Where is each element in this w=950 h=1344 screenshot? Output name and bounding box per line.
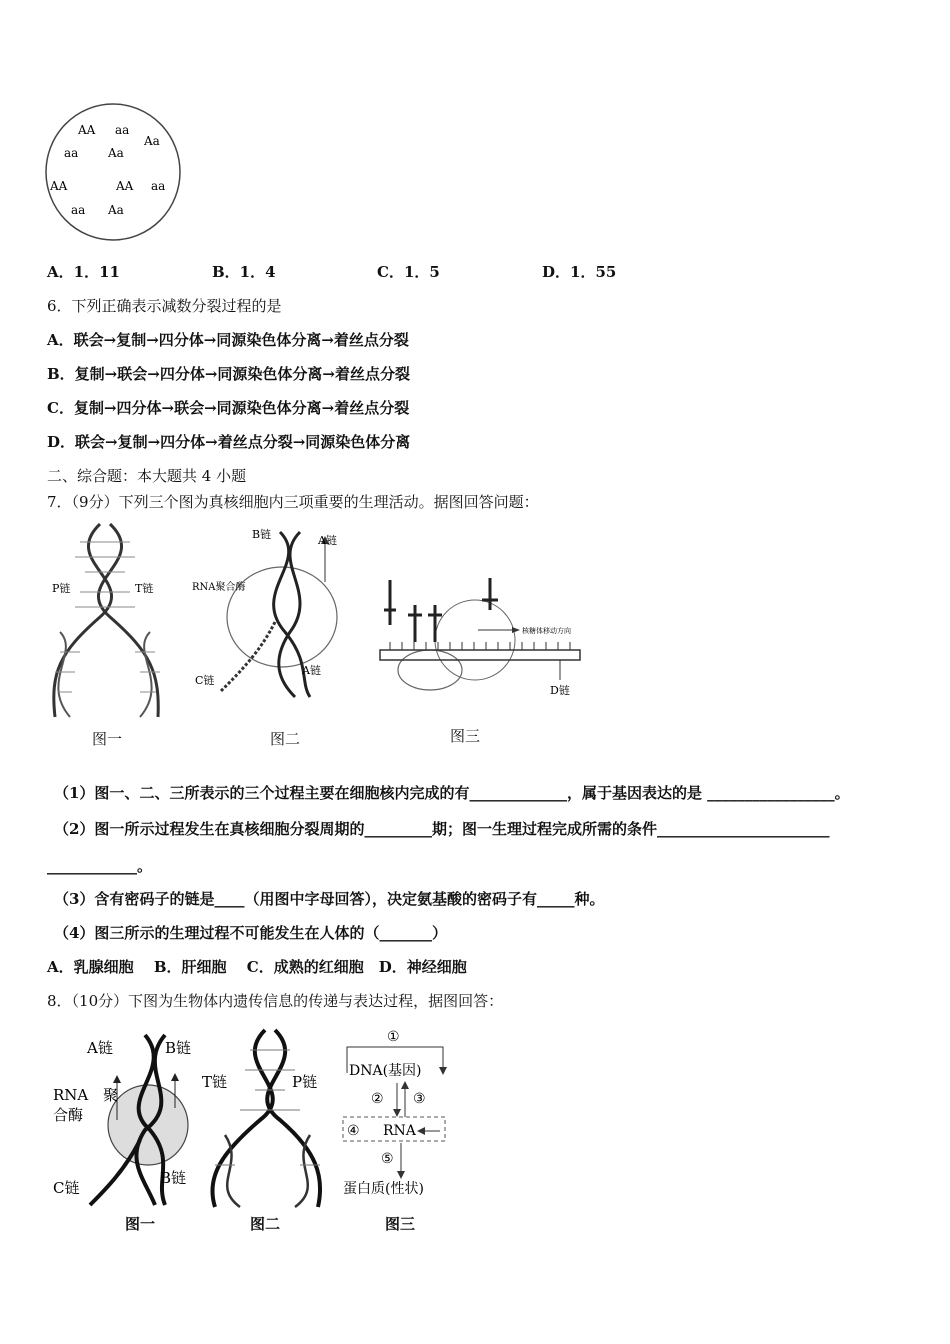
q7-stem: 7．（9分）下列三个图为真核细胞内三项重要的生理活动。据图回答问题： bbox=[47, 493, 539, 511]
q5-option-c: C．1．5 bbox=[377, 263, 440, 281]
q8-fig2-p-label: P链 bbox=[292, 1073, 318, 1091]
q8-figure2-replication bbox=[200, 1025, 335, 1210]
q8-figure1-transcription bbox=[45, 1030, 210, 1210]
fig2-a-bottom-label: A链 bbox=[302, 664, 321, 677]
q8-fig3-n1: ① bbox=[387, 1029, 400, 1045]
fig3-arrow-label: 核糖体移动方向 bbox=[522, 627, 571, 635]
q8-fig3-n4: ④ bbox=[347, 1123, 360, 1139]
q7-fig2-caption: 图二 bbox=[270, 730, 301, 748]
fig2-rna-label: RNA聚合酶 bbox=[192, 582, 246, 593]
genotype-label: AA bbox=[50, 179, 68, 193]
q6-option-a: A．联会→复制→四分体→同源染色体分离→着丝点分裂 bbox=[47, 331, 409, 349]
q8-fig1-b-bottom-label: B链 bbox=[160, 1169, 187, 1187]
q6-option-b: B．复制→联会→四分体→同源染色体分离→着丝点分裂 bbox=[47, 365, 410, 383]
q7-sub1: （1）图一、二、三所表示的三个过程主要在细胞核内完成的有_____________，属于基因表达的是 _________________。 bbox=[54, 784, 850, 802]
genotype-label: Aa bbox=[144, 134, 160, 148]
q6-stem: 6．下列正确表示减数分裂过程的是 bbox=[47, 297, 282, 315]
q8-fig1-rna-label: 合酶 bbox=[53, 1106, 84, 1124]
q8-fig3-protein: 蛋白质(性状) bbox=[343, 1181, 424, 1197]
q7-sub4: （4）图三所示的生理过程不可能发生在人体的（_______） bbox=[54, 924, 447, 942]
genotype-label: aa bbox=[64, 146, 79, 160]
q8-fig1-rna-label: 聚 bbox=[103, 1086, 119, 1104]
genotype-label: AA bbox=[78, 123, 96, 137]
q8-fig3-dna: DNA(基因) bbox=[349, 1063, 422, 1079]
genotype-circle-figure bbox=[40, 100, 190, 245]
genotype-label: aa bbox=[71, 203, 86, 217]
q8-stem: 8．（10分）下图为生物体内遗传信息的传递与表达过程，据图回答： bbox=[47, 992, 504, 1010]
q8-fig1-a-label: A链 bbox=[87, 1039, 113, 1057]
q8-fig3-rna: RNA bbox=[383, 1123, 416, 1139]
q8-fig3-n5: ⑤ bbox=[381, 1151, 394, 1167]
genotype-label: AA bbox=[116, 179, 134, 193]
q8-fig1-c-label: C链 bbox=[53, 1179, 80, 1197]
fig3-d-label: D链 bbox=[550, 684, 570, 697]
q8-fig1-b-top-label: B链 bbox=[165, 1039, 192, 1057]
fig1-p-label: P链 bbox=[52, 582, 71, 595]
q8-fig1-rna-label: RNA bbox=[53, 1086, 89, 1104]
q7-fig1-caption: 图一 bbox=[92, 730, 123, 748]
q7-sub2a: （2）图一所示过程发生在真核细胞分裂周期的_________期；图一生理过程完成所需的条件_______________________ bbox=[54, 820, 830, 838]
q6-option-c: C．复制→四分体→联会→同源染色体分离→着丝点分裂 bbox=[47, 399, 410, 417]
q5-option-d: D．1．55 bbox=[542, 263, 617, 281]
genotype-label: aa bbox=[115, 123, 130, 137]
genotype-label: aa bbox=[151, 179, 166, 193]
q6-option-d: D．联会→复制→四分体→着丝点分裂→同源染色体分离 bbox=[47, 433, 411, 451]
fig2-a-top-label: A链 bbox=[318, 534, 337, 547]
genotype-label: Aa bbox=[108, 146, 124, 160]
section-heading: 二、综合题：本大题共 4 小题 bbox=[47, 467, 247, 485]
q8-figure3-central-dogma bbox=[335, 1025, 465, 1210]
q8-fig1-caption: 图一 bbox=[125, 1215, 156, 1233]
q7-sub2b: ____________。 bbox=[47, 857, 153, 875]
q7-figure3-translation bbox=[360, 570, 590, 705]
q5-option-b: B．1．4 bbox=[212, 263, 276, 281]
q7-figure1-replication bbox=[40, 522, 180, 722]
q7-sub3: （3）含有密码子的链是____（用图中字母回答），决定氨基酸的密码子有_____种。 bbox=[54, 890, 605, 908]
fig1-t-label: T链 bbox=[135, 582, 154, 595]
q8-fig3-n3: ③ bbox=[413, 1091, 426, 1107]
fig2-b-label: B链 bbox=[252, 528, 272, 541]
q7-fig3-caption: 图三 bbox=[450, 727, 481, 745]
q8-fig3-n2: ② bbox=[371, 1091, 384, 1107]
q7-figure2-transcription bbox=[190, 522, 350, 702]
q8-fig3-caption: 图三 bbox=[385, 1215, 416, 1233]
q8-fig2-t-label: T链 bbox=[202, 1073, 228, 1091]
fig2-c-label: C链 bbox=[195, 674, 215, 687]
q8-fig2-caption: 图二 bbox=[250, 1215, 281, 1233]
q7-sub4-options: A．乳腺细胞 B．肝细胞 C．成熟的红细胞 D．神经细胞 bbox=[47, 958, 467, 976]
genotype-label: Aa bbox=[108, 203, 124, 217]
q5-option-a: A．1．11 bbox=[47, 263, 120, 281]
